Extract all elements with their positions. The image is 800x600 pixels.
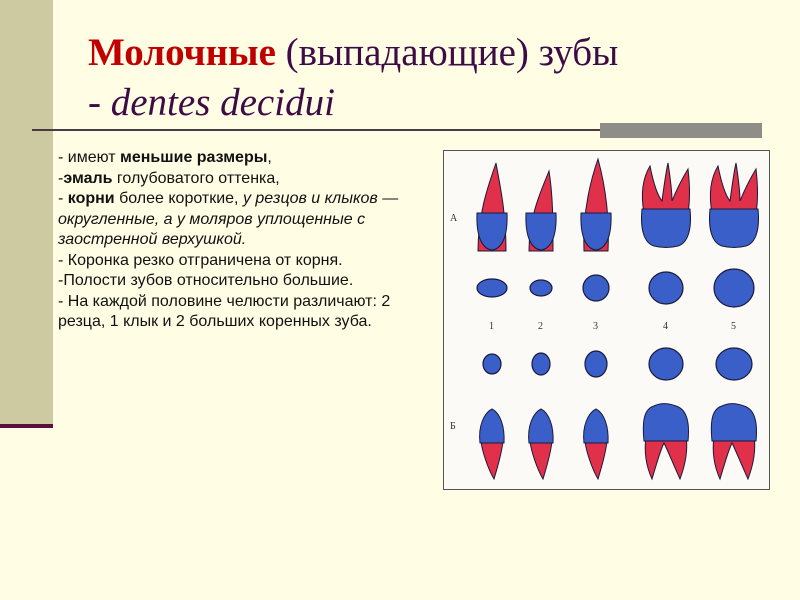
left-decor-bar [0,0,53,425]
column-number-1: 1 [489,321,494,332]
occlusal-upper-4 [649,272,683,304]
column-number-3: 3 [593,321,598,332]
slide-title [88,28,778,128]
occlusal-upper-5 [714,269,754,307]
upper-tooth-1 [477,163,507,251]
body-line-6: - На каждой половине челюсти различают: 2 резца, 1 клык и 2 больших коренных зуба. [58,292,391,330]
body-line-2: -эмаль голубоватого оттенка, [58,169,280,187]
occlusal-lower-1 [483,354,501,374]
occlusal-upper-1 [477,279,507,297]
occlusal-upper-3 [583,275,609,301]
lower-molar-2 [711,404,756,479]
upper-molar-1 [642,163,691,248]
occlusal-lower-4 [649,348,683,380]
lower-molar-1 [643,404,688,479]
body-line-5: -Полости зубов относительно большие. [58,272,354,289]
body-line-1: - имеют меньшие размеры, [58,149,272,166]
body-text [58,148,428,333]
upper-tooth-3 [581,159,611,251]
lower-tooth-3 [584,409,609,479]
upper-molar-2 [710,163,759,248]
title-rest: (выпадающие) зубы [275,31,619,74]
occlusal-lower-2 [532,353,550,375]
body-line-4: - Коронка резко отграничена от корня. [58,251,343,269]
column-number-4: 4 [663,321,668,332]
occlusal-lower-5 [716,348,752,380]
column-number-2: 2 [538,321,543,332]
lower-tooth-1 [480,409,505,479]
upper-tooth-2 [526,171,556,251]
figure-label-b: Б [450,421,456,432]
occlusal-lower-3 [585,351,607,377]
figure-label-a: А [450,213,458,224]
column-number-5: 5 [731,321,736,332]
title-accent: Молочные [88,31,276,74]
teeth-illustration [444,151,770,490]
body-line-3: - корни более короткие, у резцов и клыков — округленные, а у моляров уплощенные с заостренной верхушкой. [58,190,399,248]
teeth-figure [443,150,770,490]
divider-accent-block [600,123,762,138]
title-latin: - dentes decidui [88,81,335,124]
occlusal-upper-2 [530,280,552,296]
left-decor-line [0,424,53,428]
lower-tooth-2 [529,409,554,479]
